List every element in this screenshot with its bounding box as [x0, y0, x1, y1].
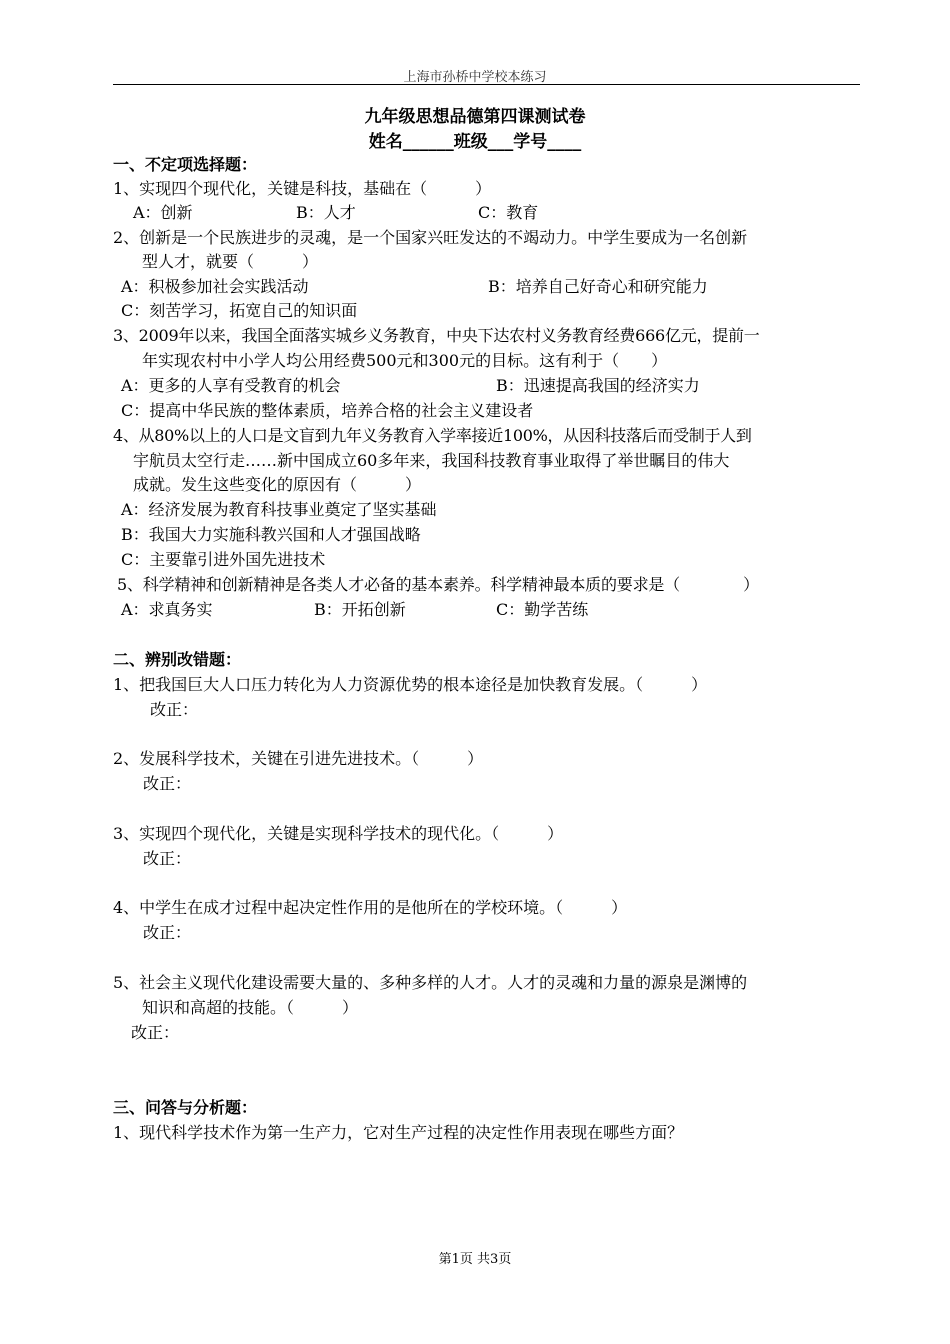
- judge-q1-correction: 改正：: [150, 700, 199, 719]
- q2-stem-line2: 型人才，就要（ ）: [142, 252, 319, 271]
- student-info-line: 姓名______班级___学号____: [368, 132, 582, 152]
- header-rule: [113, 84, 860, 85]
- q3-stem-line2: 年实现农村中小学人均公用经费500元和300元的目标。这有利于（ ）: [142, 351, 668, 370]
- q3-option-a: A：更多的人享有受教育的机会: [121, 376, 341, 395]
- q5-stem: 5、科学精神和创新精神是各类人才必备的基本素养。科学精神最本质的要求是（ ）: [117, 575, 759, 594]
- q3-option-c: C：提高中华民族的整体素质，培养合格的社会主义建设者: [121, 401, 534, 420]
- judge-q1: 1、把我国巨大人口压力转化为人力资源优势的根本途径是加快教育发展。（ ）: [113, 675, 708, 694]
- q2-option-b: B：培养自己好奇心和研究能力: [488, 277, 708, 296]
- q4-stem-line2: 宇航员太空行走……新中国成立60多年来，我国科技教育事业取得了举世瞩目的伟大: [133, 451, 730, 470]
- q2-option-a: A：积极参加社会实践活动: [121, 277, 309, 296]
- q1-stem: 1、实现四个现代化，关键是科技，基础在（ ）: [113, 179, 492, 198]
- judge-q5-correction: 改正：: [131, 1023, 180, 1042]
- essay-q1: 1、现代科学技术作为第一生产力，它对生产过程的决定性作用表现在哪些方面？: [113, 1123, 684, 1142]
- page-header: 上海市孙桥中学校本练习: [403, 70, 547, 85]
- section2-heading: 二、辨别改错题：: [113, 650, 242, 669]
- q1-option-b: B：人才: [296, 203, 356, 222]
- judge-q2-correction: 改正：: [143, 774, 192, 793]
- q1-option-c: C：教育: [478, 203, 539, 222]
- q4-stem-line1: 4、从80%以上的人口是文盲到九年义务教育入学率接近100%，从因科技落后而受制于人到: [113, 426, 752, 445]
- exam-title: 九年级思想品德第四课测试卷: [364, 107, 586, 127]
- q4-option-c: C：主要靠引进外国先进技术: [121, 550, 326, 569]
- q5-option-b: B：开拓创新: [314, 600, 406, 619]
- section3-heading: 三、问答与分析题：: [113, 1098, 258, 1117]
- judge-q5-line2: 知识和高超的技能。（ ）: [142, 998, 359, 1017]
- q3-option-b: B：迅速提高我国的经济实力: [496, 376, 700, 395]
- page-footer: 第1页 共3页: [438, 1252, 512, 1267]
- q4-stem-line3: 成就。发生这些变化的原因有（ ）: [133, 475, 422, 494]
- q2-option-c: C：刻苦学习，拓宽自己的知识面: [121, 301, 358, 320]
- judge-q4: 4、中学生在成才过程中起决定性作用的是他所在的学校环境。（ ）: [113, 898, 628, 917]
- q2-stem-line1: 2、创新是一个民族进步的灵魂，是一个国家兴旺发达的不竭动力。中学生要成为一名创新: [113, 228, 748, 247]
- judge-q2: 2、发展科学技术，关键在引进先进技术。（ ）: [113, 749, 484, 768]
- q4-option-a: A：经济发展为教育科技事业奠定了坚实基础: [121, 500, 437, 519]
- judge-q3: 3、实现四个现代化，关键是实现科学技术的现代化。（ ）: [113, 824, 564, 843]
- q1-option-a: A：创新: [133, 203, 193, 222]
- q4-option-b: B：我国大力实施科教兴国和人才强国战略: [121, 525, 421, 544]
- section1-heading: 一、不定项选择题：: [113, 155, 258, 174]
- judge-q5-line1: 5、社会主义现代化建设需要大量的、多种多样的人才。人才的灵魂和力量的源泉是渊博的: [113, 973, 748, 992]
- q5-option-c: C：勤学苦练: [496, 600, 589, 619]
- q3-stem-line1: 3、2009年以来，我国全面落实城乡义务教育，中央下达农村义务教育经费666亿元，提前一: [113, 326, 760, 345]
- judge-q3-correction: 改正：: [143, 849, 192, 868]
- judge-q4-correction: 改正：: [143, 923, 192, 942]
- q5-option-a: A：求真务实: [121, 600, 213, 619]
